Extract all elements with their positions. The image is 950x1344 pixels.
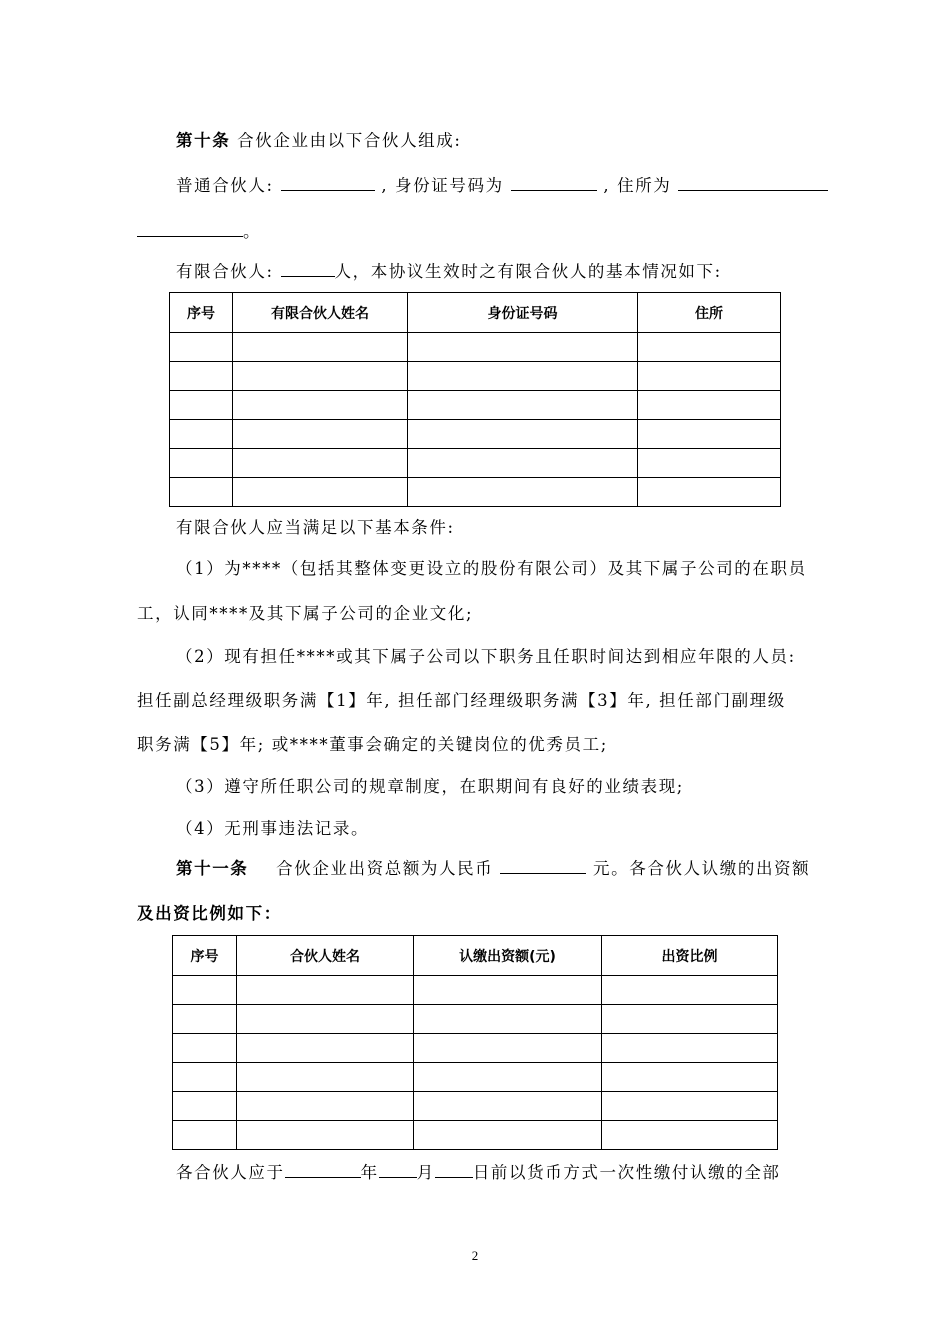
table-cell[interactable] [414,1121,602,1150]
table-cell[interactable] [233,391,408,420]
address-continuation-line [137,218,261,242]
table-cell[interactable] [170,362,233,391]
table-row [170,362,781,391]
article11-text-after: 元。各合伙人认缴的出资额 [593,859,811,878]
table-row [173,1034,778,1063]
condition-4: （4）无刑事违法记录。 [176,819,370,838]
article10-line [176,127,462,151]
table-row [173,1063,778,1092]
article11-title: 第十一条 [176,859,249,878]
table-cell[interactable] [233,362,408,391]
table-cell[interactable] [173,1034,237,1063]
header-id-number: 身份证号码 [408,293,638,333]
payment-line [176,1159,781,1183]
general-partner-label: 普通合伙人: [176,176,274,195]
table-cell[interactable] [408,391,638,420]
table-row [170,391,781,420]
limited-partner-suffix: 人，本协议生效时之有限合伙人的基本情况如下: [334,262,722,281]
table-cell[interactable] [638,391,781,420]
table-cell[interactable] [414,1005,602,1034]
capital-contribution-table [172,935,778,1150]
header-serial: 序号 [173,936,237,976]
id-number-blank [511,173,597,191]
table-cell[interactable] [237,1121,414,1150]
payment-year-label: 年 [360,1163,379,1182]
payment-prefix: 各合伙人应于 [176,1163,285,1182]
condition-1-line2: 工，认同****及其下属子公司的企业文化; [137,604,474,623]
address-blank-continued [137,219,243,237]
address-label: , 住所为 [603,176,672,195]
header-address: 住所 [638,293,781,333]
table-cell[interactable] [408,449,638,478]
table-cell[interactable] [233,333,408,362]
article10-text: 合伙企业由以下合伙人组成: [237,131,462,150]
conditions-intro: 有限合伙人应当满足以下基本条件: [176,518,455,537]
table-row [170,478,781,507]
general-partner-name-blank [281,173,375,191]
table-cell[interactable] [408,420,638,449]
table-cell[interactable] [408,362,638,391]
payment-year-blank [285,1160,361,1178]
table-cell[interactable] [170,449,233,478]
table-cell[interactable] [233,449,408,478]
table-row [173,1092,778,1121]
table-cell[interactable] [173,1063,237,1092]
limited-partner-count-blank [281,259,335,277]
condition-2-line2: 担任副总经理级职务满【1】年, 担任部门经理级职务满【3】年, 担任部门副理级 [137,691,786,710]
header-limited-partner-name: 有限合伙人姓名 [233,293,408,333]
table-cell[interactable] [408,478,638,507]
payment-suffix: 日前以货币方式一次性缴付认缴的全部 [472,1163,781,1182]
table-row [170,420,781,449]
article11-line2: 及出资比例如下： [137,904,282,923]
table-cell[interactable] [602,1034,778,1063]
payment-day-blank [435,1160,473,1178]
limited-partners-table [169,292,781,507]
header-contribution-ratio: 出资比例 [602,936,778,976]
table-cell[interactable] [408,333,638,362]
address-blank [678,173,828,191]
table-row [173,976,778,1005]
total-capital-blank [500,856,586,874]
table-cell[interactable] [414,1063,602,1092]
table-row [173,1005,778,1034]
payment-month-label: 月 [416,1163,435,1182]
table-cell[interactable] [414,976,602,1005]
table-cell[interactable] [170,478,233,507]
table-cell[interactable] [602,1063,778,1092]
header-serial: 序号 [170,293,233,333]
table-cell[interactable] [602,976,778,1005]
condition-3: （3）遵守所任职公司的规章制度，在职期间有良好的业绩表现; [176,777,684,796]
table-cell[interactable] [638,362,781,391]
header-partner-name: 合伙人姓名 [237,936,414,976]
table-header-row [173,936,778,976]
table-cell[interactable] [237,1005,414,1034]
payment-month-blank [379,1160,417,1178]
header-subscribed-amount: 认缴出资额(元) [414,936,602,976]
condition-2-line1: （2）现有担任****或其下属子公司以下职务且任职时间达到相应年限的人员: [176,647,796,666]
table-cell[interactable] [173,1121,237,1150]
table-cell[interactable] [638,478,781,507]
table-cell[interactable] [237,976,414,1005]
table-cell[interactable] [237,1034,414,1063]
table-cell[interactable] [170,333,233,362]
table-cell[interactable] [237,1092,414,1121]
article10-title: 第十条 [176,131,231,150]
table-cell[interactable] [173,1005,237,1034]
end-mark: 。 [243,222,262,241]
general-partner-line [176,172,828,196]
table-row [173,1121,778,1150]
table-cell[interactable] [638,420,781,449]
table-cell[interactable] [233,420,408,449]
table-cell[interactable] [237,1063,414,1092]
condition-1-line1: （1）为****（包括其整体变更设立的股份有限公司）及其下属子公司的在职员 [176,559,807,578]
table-cell[interactable] [173,976,237,1005]
table-cell[interactable] [173,1092,237,1121]
table-cell[interactable] [602,1092,778,1121]
table-cell[interactable] [638,449,781,478]
article11-line [176,855,810,879]
table-cell[interactable] [233,478,408,507]
table-cell[interactable] [414,1034,602,1063]
condition-2-line3: 职务满【5】年; 或****董事会确定的关键岗位的优秀员工; [137,735,608,754]
limited-partner-line [176,258,722,282]
table-cell[interactable] [602,1121,778,1150]
article11-text-before: 合伙企业出资总额为人民币 [276,859,494,878]
limited-partner-prefix: 有限合伙人: [176,262,274,281]
table-header-row [170,293,781,333]
table-cell[interactable] [170,391,233,420]
table-cell[interactable] [170,420,233,449]
table-cell[interactable] [414,1092,602,1121]
id-label: , 身份证号码为 [381,176,504,195]
table-cell[interactable] [638,333,781,362]
page-number: 2 [471,1248,479,1263]
table-row [170,449,781,478]
table-row [170,333,781,362]
table-cell[interactable] [602,1005,778,1034]
